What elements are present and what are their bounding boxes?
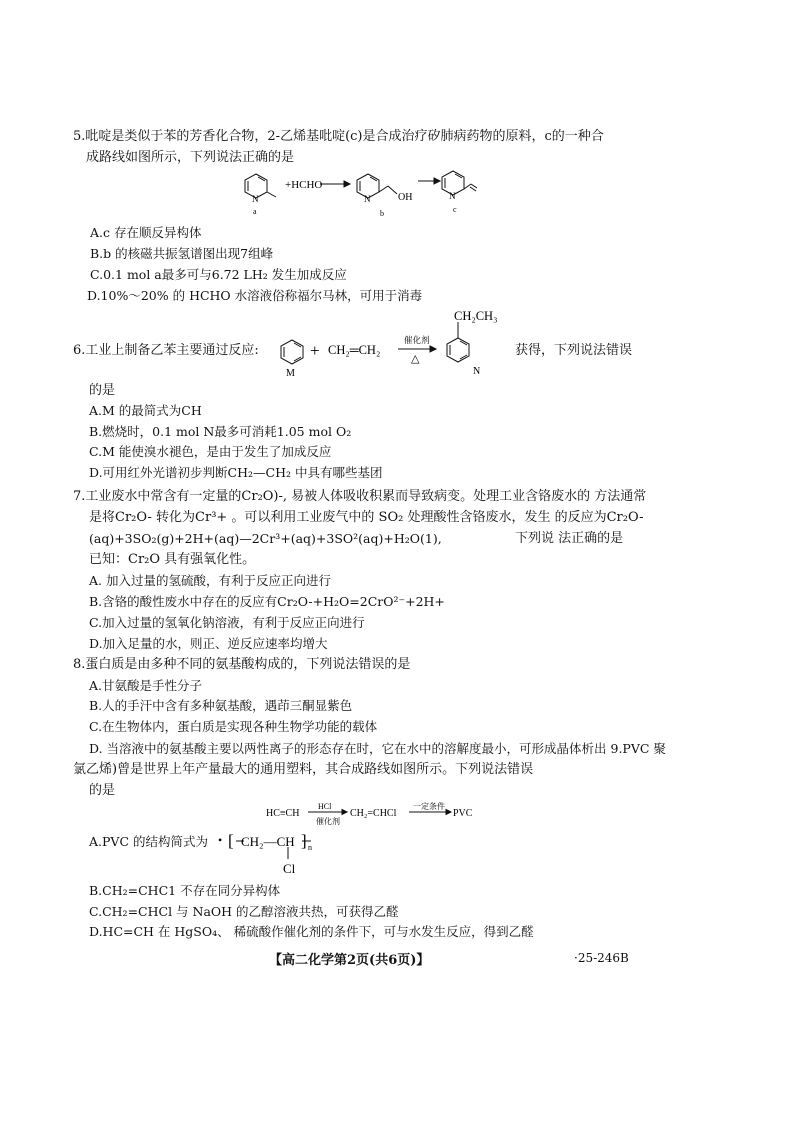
q7-stem-line2: 是将Cr₂O- 转化为Cr³+ 。可以利用工业废气中的 SO₂ 处理酸性含铬废水，发生 的反应为Cr₂O- [89, 510, 644, 525]
q5-option-b: B.b 的核磁共振氢谱图出现7组峰 [90, 246, 274, 261]
q8-option-b: B.人的手汗中含有多种氨基酸，遇茚三酮显紫色 [89, 698, 353, 713]
bracket-left: [ [228, 831, 234, 850]
q9-option-b: B.CH₂=CHC1 不存在同分异构体 [89, 883, 281, 898]
q8-option-d: D. 当溶液中的氨基酸主要以两性离子的形态存在时，它在水中的溶解度最小，可形成晶体析出 9.PVC 聚 [89, 741, 666, 756]
vinyl-chloride: CH₂=CHCl [350, 808, 397, 819]
q7-option-b: B.含铬的酸性废水中存在的反应有Cr₂O-+H₂O=2CrO²⁻+2H+ [89, 594, 445, 609]
pvc-structure-formula [215, 826, 325, 878]
pyridine-n-atom: N [252, 194, 259, 204]
ethyl-substituent: CH₂CH₃ [454, 309, 498, 323]
label-c: c [453, 205, 457, 214]
reagent-hcho: +HCHO [285, 179, 323, 191]
q9-option-a: A.PVC 的结构简式为 [89, 834, 208, 849]
condition-label: 一定条件 [413, 802, 445, 811]
acetylene: HC≡CH [266, 808, 300, 819]
q6-stem-line2: 的是 [89, 383, 116, 398]
q5-option-a: A.c 存在顺反异构体 [90, 225, 202, 240]
q9-stem-line2: 的是 [89, 783, 116, 798]
q7-option-c: C.加入过量的氢氧化钠溶液，有利于反应正向进行 [89, 615, 365, 630]
q5-stem-line1: 5.吡啶是类似于苯的芳香化合物，2-乙烯基吡啶(c)是合成治疗矽肺病药物的原料，c的一种合 [73, 129, 604, 144]
q8-stem: 8.蛋白质是由多种不同的氨基酸构成的，下列说法错误的是 [73, 657, 411, 672]
q5-option-c: C.0.1 mol a最多可与6.72 LH₂ 发生加成反应 [90, 267, 347, 282]
q5-synthesis-scheme [240, 166, 500, 220]
page-footer-title: 【高二化学第2页(共6页)】 [269, 953, 430, 968]
exam-code: ·25-246B [574, 951, 629, 965]
q6-option-d: D.可用红外光谱初步判断CH₂—CH₂ 中具有哪些基团 [89, 465, 383, 480]
q5-option-d: D.10%～20% 的 HCHO 水溶液俗称福尔马林，可用于消毒 [87, 288, 423, 303]
q6-option-b: B.燃烧时，0.1 mol N最多可消耗1.05 mol O₂ [89, 424, 352, 439]
q7-equation: (aq)+3SO₂(g)+2H+(aq)—2Cr³+(aq)+3SO²(aq)+H₂O(1), [89, 531, 442, 546]
q6-option-c: C.M 能使溴水褪色，是由于发生了加成反应 [89, 444, 332, 459]
q7-option-d: D.加入足量的水，则正、逆反应速率均增大 [89, 636, 328, 651]
q7-option-a: A. 加入过量的氢硫酸，有利于反应正向进行 [89, 573, 331, 588]
q6-stem-pre: 6.工业上制备乙苯主要通过反应: [73, 343, 259, 358]
q5-stem-line2: 成路线如图所示，下列说法正确的是 [86, 150, 295, 165]
chlorine-atom: Cl [283, 861, 296, 876]
plus-sign: + [310, 341, 320, 360]
q7-known-condition: 已知：Cr₂O 具有强氧化性。 [89, 552, 256, 567]
catalyst-label: 催化剂 [316, 817, 340, 826]
hydroxyl-group: OH [398, 192, 413, 203]
q8-option-a: A.甘氨酸是手性分子 [89, 678, 203, 693]
label-m: M [286, 368, 295, 379]
q6-reaction-equation [272, 304, 512, 380]
label-n: N [473, 366, 481, 377]
q9-stem-line1: 氯乙烯)曾是世界上年产量最大的通用塑料，其合成路线如图所示。下列说法错误 [73, 762, 534, 777]
q8-option-c: C.在生物体内，蛋白质是实现各种生物学功能的载体 [89, 719, 378, 734]
q6-stem-post: 获得，下列说法错误 [515, 343, 633, 358]
polymer-chain: CH₂—CH [241, 834, 295, 849]
q6-option-a: A.M 的最简式为CH [89, 403, 202, 418]
repeat-n: n [308, 843, 312, 852]
q7-stem-line1: 7.工业废水中常含有一定量的Cr₂O)-, 易被人体吸收积累而导致病变。处理工业含铬废水的 方法通常 [73, 489, 647, 504]
q9-option-d: D.HC=CH 在 HgSO₄、 稀硫酸作催化剂的条件下，可与水发生反应，得到乙醛 [89, 924, 534, 939]
ethylene-formula: CH₂═CH₂ [328, 343, 381, 357]
reagent-hcl: HCl [318, 802, 332, 811]
q7-stem-line3: 下列说 法正确的是 [515, 531, 624, 546]
q9-option-c: C.CH₂=CHCl 与 NaOH 的乙醇溶液共热，可获得乙醛 [89, 904, 399, 919]
pvc-product: PVC [453, 808, 473, 819]
label-a: a [253, 207, 257, 216]
pyridine-n-atom: N [364, 194, 371, 204]
bracket-right: ] [301, 831, 307, 850]
q9-synthesis-route [266, 798, 486, 828]
pyridine-n-atom: N [449, 191, 456, 201]
bullet-dot: • [218, 833, 223, 847]
heat-symbol: △ [411, 353, 420, 365]
catalyst-label: 催化剂 [404, 335, 430, 345]
label-b: b [380, 209, 384, 218]
